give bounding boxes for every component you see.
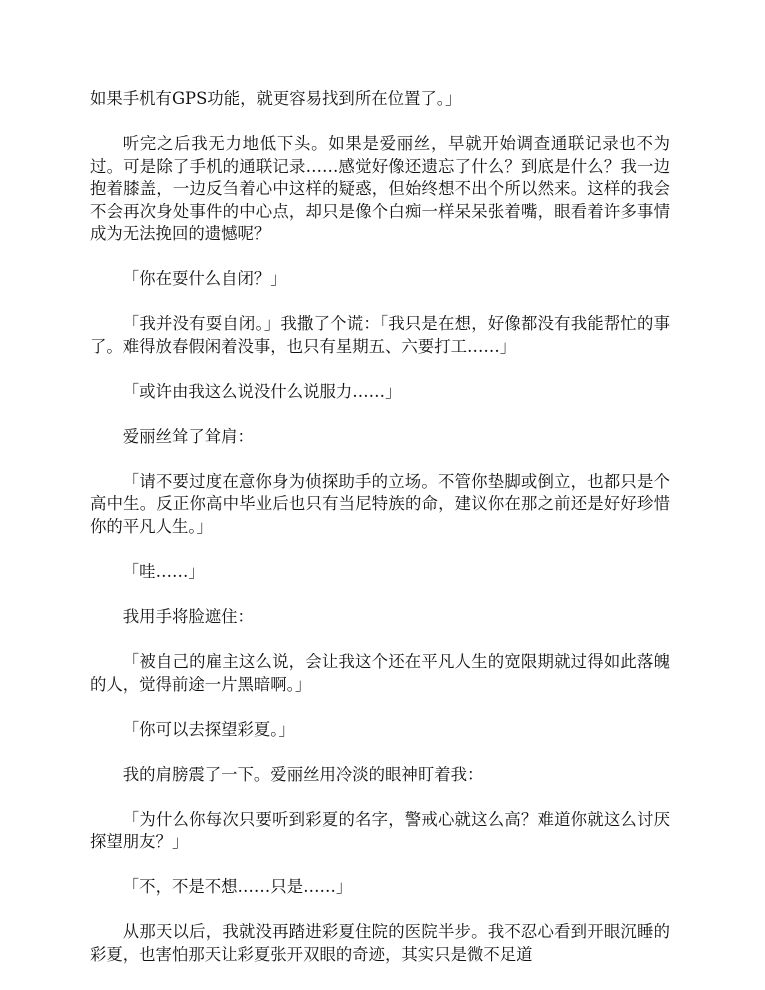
paragraph-narration: 我用手将脸遮住： bbox=[122, 607, 254, 627]
paragraph-narration: 听完之后我无力地低下头。如果是爱丽丝，早就开始调查通联记录也不为过。可是除了手机的通联记录……感觉好像还遗忘了什么？到底是什么？我一边抱着膝盖，一边反刍着心中这样的疑惑，但始终想不出个所以然来。这样的我会不会再次身处事件的中心点，却只是像个白痴一样呆呆张着嘴，眼看着许多事情成为无法挽回的遗憾呢？ bbox=[90, 133, 670, 244]
paragraph-dialogue: 「请不要过度在意你身为侦探助手的立场。不管你垫脚或倒立，也都只是个高中生。反正你高中毕业后也只有当尼特族的命，建议你在那之前还是好好珍惜你的平凡人生。」 bbox=[90, 471, 670, 537]
paragraph-dialogue: 「或许由我这么说没什么说服力……」 bbox=[122, 381, 402, 401]
paragraph-continuation: 如果手机有GPS功能，就更容易找到所在位置了。」 bbox=[90, 89, 462, 108]
paragraph-narration: 从那天以后，我就没再踏进彩夏住院的医院半步。我不忍心看到开眼沉睡的彩夏，也害怕那天让彩夏张开双眼的奇迹，其实只是微不足道 bbox=[90, 922, 670, 964]
paragraph-narration: 我的肩膀震了一下。爱丽丝用冷淡的眼神盯着我： bbox=[122, 764, 484, 784]
paragraph-dialogue: 「被自己的雇主这么说，会让我这个还在平凡人生的宽限期就过得如此落魄的人，觉得前途一片黑暗啊。」 bbox=[90, 652, 670, 694]
paragraph-dialogue: 「不，不是不想……只是……」 bbox=[122, 877, 353, 897]
paragraph-dialogue: 「我并没有耍自闭。」我撒了个谎：「我只是在想，好像都没有我能帮忙的事了。难得放春假闲着没事，也只有星期五、六要打工……」 bbox=[90, 314, 670, 356]
paragraph-dialogue: 「你可以去探望彩夏。」 bbox=[122, 719, 295, 739]
paragraph-narration: 爱丽丝耸了耸肩： bbox=[122, 426, 254, 446]
paragraph-dialogue: 「为什么你每次只要听到彩夏的名字，警戒心就这么高？难道你就这么讨厌探望朋友？」 bbox=[90, 809, 670, 852]
paragraph-dialogue: 「哇……」 bbox=[122, 562, 205, 582]
paragraph-dialogue: 「你在耍什么自闭？」 bbox=[122, 269, 287, 289]
book-page bbox=[90, 88, 670, 966]
